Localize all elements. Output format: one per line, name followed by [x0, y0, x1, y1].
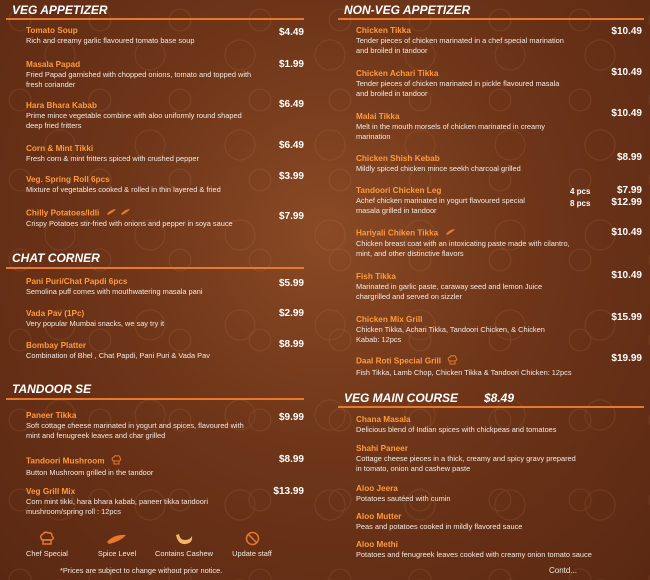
legend-label: Contains Cashew	[155, 549, 213, 558]
menu-item-chicken-mix-grill[interactable]	[356, 315, 556, 344]
item-name: Tandoori Mushroom	[26, 456, 105, 466]
item-description: Cottage cheese pieces in a thick, creamy and spicy gravy prepared in tomato, onion and cashew paste	[356, 454, 576, 473]
menu-item-daal-roti-special-grill[interactable]	[356, 355, 596, 378]
item-name: Pani Puri/Chat Papdi 6pcs	[26, 277, 128, 286]
legend-label: Update staff	[232, 549, 272, 558]
item-name: Vada Pav (1Pc)	[26, 309, 85, 318]
section-title-veg-appetizer: VEG APPETIZER	[12, 3, 108, 17]
chef-hat-icon	[39, 531, 55, 546]
menu-item-chana-masala[interactable]	[356, 415, 642, 435]
item-price: $6.49	[278, 99, 304, 110]
item-name-row	[26, 455, 302, 468]
menu-item-shahi-paneer[interactable]	[356, 444, 581, 473]
section-title-chat-corner: CHAT CORNER	[12, 251, 100, 265]
item-price: $1.99	[278, 59, 304, 70]
menu-item-chicken-tikka[interactable]	[356, 26, 566, 55]
menu-item-masala-papad[interactable]	[26, 60, 256, 89]
item-name: Corn & Mint Tikki	[26, 144, 94, 153]
item-description: Rich and creamy garlic flavoured tomato base soup	[26, 36, 195, 45]
item-description: Corn mint tikki, hara bhara kabab, paneer tikka tandoori mushroom/spring roll : 12pcs	[26, 497, 208, 516]
continued-label: Contd...	[549, 566, 578, 575]
item-description: Mildly spiced chicken mince seekh charcoal grilled	[356, 164, 521, 173]
item-price: $8.99	[278, 454, 304, 465]
menu-item-hariyali-chiken-tikka[interactable]	[356, 228, 571, 258]
item-description: Delicious blend of Indian spices with chickpeas and tomatoes	[356, 425, 557, 434]
item-name: Chicken Tikka	[356, 26, 411, 35]
chili-icon	[106, 533, 128, 545]
menu-item-aloo-mutter[interactable]	[356, 512, 642, 532]
item-description: Tender pieces of chicken marinated in pickle flavoured masala and broiled in tandoor	[356, 79, 560, 98]
menu-item-chicken-shish-kebab[interactable]	[356, 154, 586, 174]
item-price: $6.49	[278, 140, 304, 151]
item-description: Potatoes and fenugreek leaves cooked with creamy onion tomato sauce	[356, 550, 592, 559]
item-name: Veg. Spring Roll 6pcs	[26, 175, 110, 184]
price-disclaimer: *Prices are subject to change without prior notice.	[60, 566, 223, 575]
cashew-icon	[174, 532, 194, 546]
item-description: Achef chicken marinated in yogurt flavoured special masala grilled in tandoor	[356, 196, 525, 215]
menu-item-tandoori-mushroom[interactable]	[26, 455, 302, 478]
item-price: $2.99	[278, 308, 304, 319]
item-description: Melt in the mouth morsels of chicken marinated in creamy marination	[356, 122, 545, 141]
item-name: Bombay Platter	[26, 341, 87, 350]
menu-item-tandoori-chicken-leg[interactable]	[356, 186, 546, 215]
chili-icon	[106, 208, 118, 219]
item-name: Chana Masala	[356, 415, 411, 424]
menu-item-veg-spring-roll[interactable]	[26, 175, 302, 195]
item-description: Soft cottage cheese marinated in yogurt and spices, flavoured with mint and fenugreek leaves and char grilled	[26, 421, 244, 440]
item-name-row	[26, 208, 302, 219]
item-name: Shahi Paneer	[356, 444, 408, 453]
legend-label: Chef Special	[26, 549, 68, 558]
chef-hat-icon	[111, 455, 122, 468]
item-price: $10.49	[611, 26, 642, 37]
item-name-row	[356, 355, 596, 368]
item-description: Fish Tikka, Lamb Chop, Chicken Tikka & Tandoori Chicken: 12pcs	[356, 368, 572, 377]
menu-item-malai-tikka[interactable]	[356, 112, 566, 141]
item-price: $12.99	[611, 197, 642, 208]
section-title-nonveg-appetizer: NON-VEG APPETIZER	[344, 3, 471, 17]
item-name: Tomato Soup	[26, 26, 78, 35]
item-name: Malai Tikka	[356, 112, 400, 121]
item-name: Aloo Methi	[356, 540, 398, 549]
item-name: Aloo Jeera	[356, 484, 398, 493]
menu-item-paneer-tikka[interactable]	[26, 411, 256, 440]
portion-size: 8 pcs	[570, 199, 591, 208]
item-description: Marinated in garlic paste, caraway seed and lemon Juice chargrilled and served on sizzler	[356, 282, 543, 301]
item-description: Mixture of vegetables cooked & rolled in thin layered & fried	[26, 185, 221, 194]
item-name: Chicken Shish Kebab	[356, 154, 440, 163]
item-price: $5.99	[278, 278, 304, 289]
menu-item-fish-tikka[interactable]	[356, 272, 571, 301]
item-description: Fresh corn & mint fritters spiced with crushed pepper	[26, 154, 199, 163]
menu-item-chicken-achari-tikka[interactable]	[356, 69, 566, 98]
menu-item-tomato-soup[interactable]	[26, 26, 302, 46]
no-symbol-icon	[245, 531, 260, 546]
menu-item-pani-puri[interactable]	[26, 277, 302, 297]
item-description: Button Mushroom grilled in the tandoor	[26, 468, 154, 477]
item-description: Tender pieces of chicken marinated in a chef special marination and broiled in tandoor	[356, 36, 564, 55]
menu-item-chilly-potatoes[interactable]	[26, 208, 302, 229]
section-price: $8.49	[484, 391, 515, 405]
item-description: Chicken breast coat with an intoxicating paste made with cilantro, mint, and other distinctive flavors	[356, 239, 570, 258]
item-name: Aloo Mutter	[356, 512, 402, 521]
item-name: Hariyali Chiken Tikka	[356, 228, 439, 238]
section-title-veg-main: VEG MAIN COURSE	[344, 391, 459, 405]
menu-item-corn-mint-tikki[interactable]	[26, 144, 302, 164]
menu-item-aloo-methi[interactable]	[356, 540, 596, 560]
menu-item-veg-grill-mix[interactable]	[26, 487, 241, 516]
chili-icon	[445, 228, 457, 239]
legend-label: Spice Level	[97, 549, 137, 558]
item-price: $10.49	[611, 270, 642, 281]
item-price: $7.99	[616, 185, 642, 196]
menu-item-hara-bhara-kabab[interactable]	[26, 101, 256, 130]
portion-size: 4 pcs	[570, 187, 591, 196]
section-divider	[338, 406, 644, 408]
item-name: Chicken Achari Tikka	[356, 69, 439, 78]
item-description: Fried Papad garnished with chopped onions, tomato and topped with fresh coriander	[26, 70, 252, 89]
item-description: Very popular Mumbai snacks, we say try it	[26, 319, 165, 328]
section-divider	[6, 267, 304, 269]
item-name: Paneer Tikka	[26, 411, 77, 420]
item-description: Potatoes sautéed with cumin	[356, 494, 451, 503]
chili-icon	[120, 208, 132, 219]
item-description: Prime mince vegetable combine with aloo uniformly round shaped deep fried fritters	[26, 111, 242, 130]
item-name: Hara Bhara Kabab	[26, 101, 97, 110]
item-description: Crispy Potatoes stir-fried with onions and pepper in soya sauce	[26, 219, 233, 228]
item-name: Masala Papad	[26, 60, 81, 69]
item-name: Chilly Potatoes/Idli	[26, 208, 100, 218]
section-title-tandoor: TANDOOR SE	[12, 382, 92, 396]
item-price: $9.99	[278, 412, 304, 423]
item-description: Chicken Tikka, Achari Tikka, Tandoori Chicken, & Chicken Kabab: 12pcs	[356, 325, 545, 344]
item-price: $13.99	[273, 486, 304, 497]
legend	[22, 531, 292, 561]
item-name: Daal Roti Special Grill	[356, 356, 442, 366]
item-name-row	[356, 228, 571, 239]
item-price: $15.99	[611, 312, 642, 323]
menu-item-aloo-jeera[interactable]	[356, 484, 642, 504]
item-name: Tandoori Chicken Leg	[356, 186, 442, 195]
item-price: $10.49	[611, 108, 642, 119]
section-divider	[338, 18, 644, 20]
chef-hat-icon	[447, 355, 458, 368]
item-description: Combination of Bhel , Chat Papdi, Pani Puri & Vada Pav	[26, 351, 210, 360]
item-price: $3.99	[278, 171, 304, 182]
item-price: $10.49	[611, 67, 642, 78]
item-name: Chicken Mix Grill	[356, 315, 423, 324]
menu-item-vada-pav[interactable]	[26, 309, 302, 329]
item-name: Veg Grill Mix	[26, 487, 76, 496]
item-description: Peas and potatoes cooked in mildly flavored sauce	[356, 522, 523, 531]
section-divider	[6, 398, 304, 400]
item-price: $8.99	[278, 339, 304, 350]
item-name: Fish Tikka	[356, 272, 396, 281]
item-price: $4.49	[278, 27, 304, 38]
item-price: $10.49	[611, 227, 642, 238]
menu-item-bombay-platter[interactable]	[26, 341, 302, 361]
item-price: $8.99	[616, 152, 642, 163]
item-description: Semolina puff comes with mouthwatering masala pani	[26, 287, 203, 296]
item-price: $19.99	[611, 353, 642, 364]
section-divider	[6, 18, 304, 20]
item-price: $7.99	[278, 211, 304, 222]
